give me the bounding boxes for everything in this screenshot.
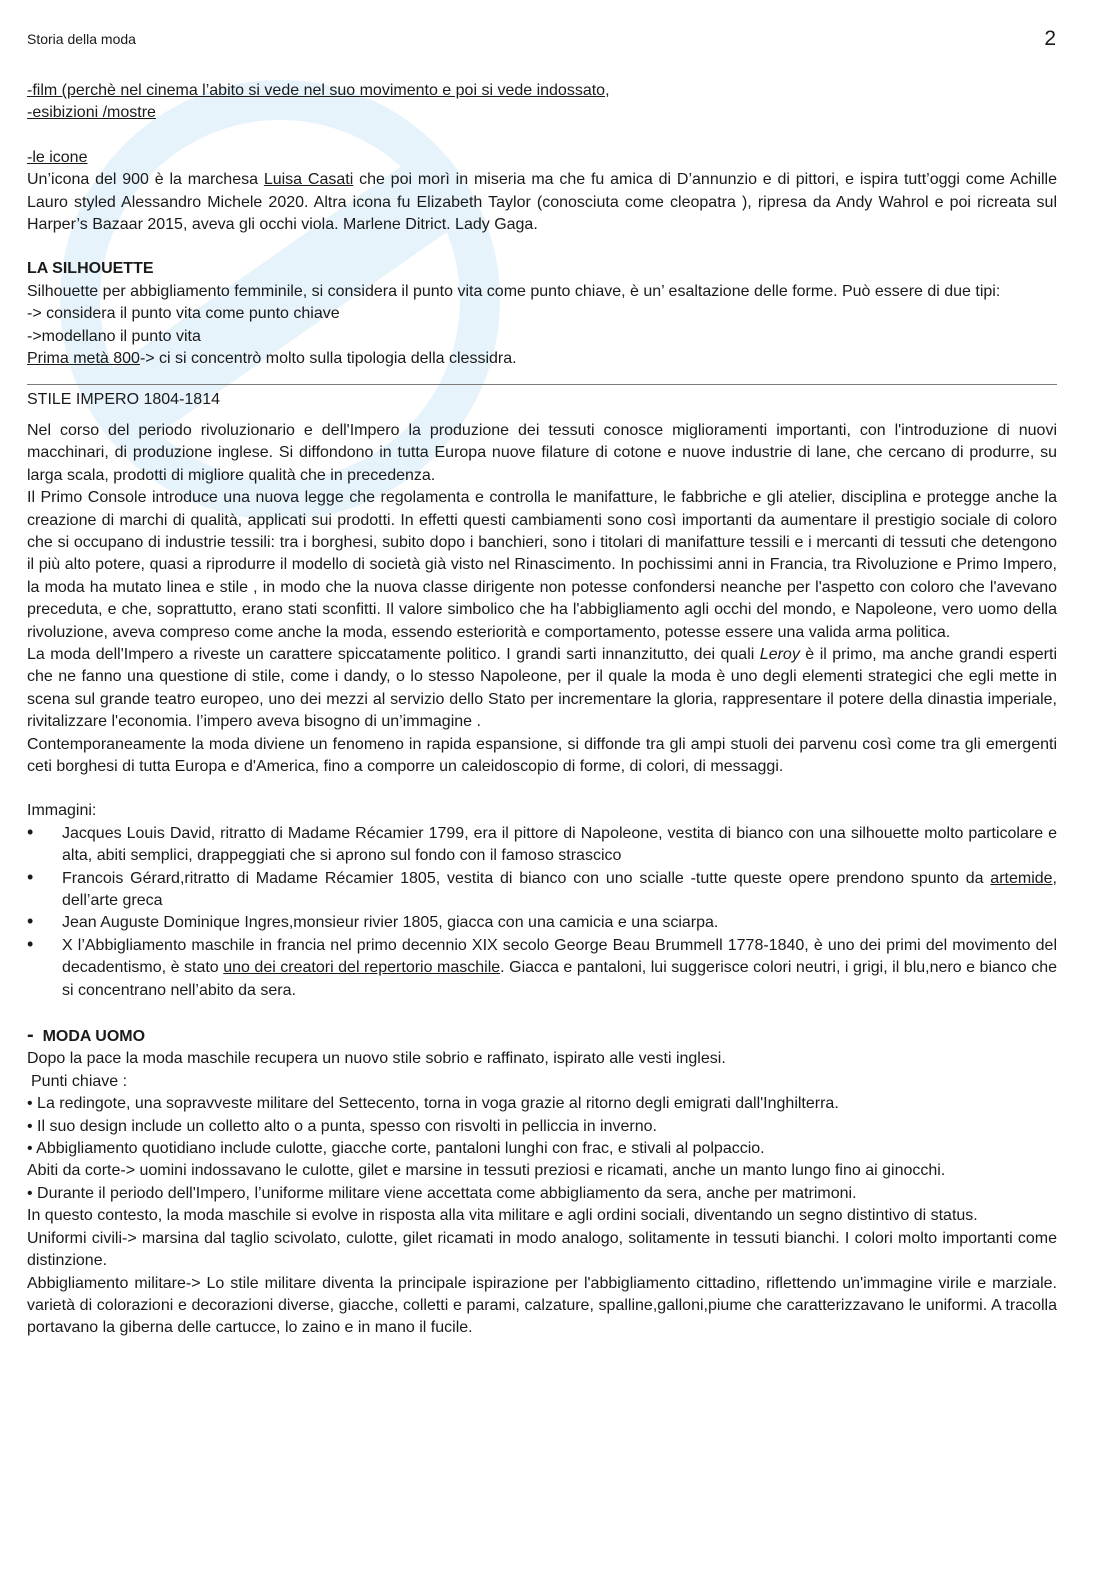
impero-paragraph-4: Contemporaneamente la moda diviene un fenomeno in rapida espansione, si diffonde tra gli ampi stuoli dei parvenu così come tra gli emergenti ceti borghesi di tutta Europa e d'America, fino a comporre un caleidoscopio di forme, di colori, di messaggi. xyxy=(27,735,1057,775)
icons-heading: -le icone xyxy=(27,148,88,166)
moda-uomo-heading-row xyxy=(27,1024,1057,1048)
key-point-1: • La redingote, una sopravveste militare del Settecento, torna in voga grazie al ritorno degli emigrati dall'Inghilterra. xyxy=(27,1095,839,1113)
images-heading: Immagini: xyxy=(27,802,97,820)
bullet-icon: • xyxy=(27,911,34,932)
key-points-heading: Punti chiave : xyxy=(31,1072,128,1090)
intro-film-line: -film (perchè nel cinema l’abito si vede nel suo movimento e poi si vede indossato, xyxy=(27,82,610,99)
list-item xyxy=(27,912,1057,934)
bullet-icon: • xyxy=(27,821,34,842)
impero-paragraph-3 xyxy=(27,644,1057,734)
moda-uomo-paragraph-3: In questo contesto, la moda maschile si evolve in risposta alla vita militare e agli ordini sociali, diventando un segno distintivo di status. xyxy=(27,1207,978,1225)
silhouette-heading: LA SILHOUETTE xyxy=(27,260,154,278)
silhouette-line-3-text: -> ci si concentrò molto sulla tipologia della clessidra. xyxy=(139,350,517,368)
list-item xyxy=(27,823,1057,868)
moda-uomo-paragraph-5: Abbigliamento militare-> Lo stile militare diventa la principale ispirazione per l'abbigliamento cittadino, riflettendo un'immagine virile e marziale. varietà di colorazioni e decorazioni diverse, giacche, colletti e parami, calzature, spalline,galloni,piume che caratterizzavano le uniformi. A tracolla portavano la giberna delle cartucce, lo zaino e in mano il fucile. xyxy=(27,1274,1057,1337)
moda-uomo-paragraph-2: Abiti da corte-> uomini indossavano le culotte, gilet e marsine in tessuti preziosi e ricamati, anche un manto lungo fino ai ginocchi. xyxy=(27,1162,946,1180)
list-item xyxy=(27,868,1057,913)
header-title: Storia della moda xyxy=(27,31,136,47)
silhouette-period: Prima metà 800 xyxy=(27,350,140,368)
list-item-text: Jean Auguste Dominique Ingres,monsieur rivier 1805, giacca con una camicia e una sciarpa. xyxy=(62,914,719,932)
silhouette-line-2: ->modellano il punto vita xyxy=(27,327,201,345)
key-point-2: • Il suo design include un colletto alto o a punta, spesso con risvolti in pelliccia in inverno. xyxy=(27,1117,657,1135)
silhouette-line-1: -> considera il punto vita come punto chiave xyxy=(27,305,340,323)
list-item-text-creators: uno dei creatori del repertorio maschile xyxy=(223,959,501,977)
silhouette-line-3 xyxy=(27,348,1057,370)
page-number: 2 xyxy=(1044,27,1056,50)
bullet-icon: • xyxy=(27,866,34,887)
moda-uomo-paragraph-1: Dopo la pace la moda maschile recupera un nuovo stile sobrio e raffinato, ispirato alle vesti inglesi. xyxy=(27,1050,726,1068)
moda-uomo-heading: MODA UOMO xyxy=(42,1028,146,1046)
impero-heading: STILE IMPERO 1804-1814 xyxy=(27,391,220,409)
impero-p3-c: è il primo, ma anche grandi esperti che ne fanno una questione di stile, come i dandy, o lo stesso Napoleone, per il quale la moda è uno degli elementi strategici che egli mette in scena sul grande teatro europeo, uno dei mezzi al servizio dello Stato per incrementare la gloria, rappresentare il potere della dinastia imperiale, rivitalizzare l'economia. l’impero aveva bisogno di un’immagine . xyxy=(27,645,1057,731)
icons-text-a: Un’icona del 900 è la marchesa xyxy=(27,171,264,189)
bullet-icon: • xyxy=(27,933,34,954)
list-item xyxy=(27,935,1057,1002)
impero-p3-leroy: Leroy xyxy=(759,645,800,663)
key-point-4: • Durante il periodo dell'Impero, l’uniforme militare viene accettata come abbigliamento da sera, anche per matrimoni. xyxy=(27,1184,857,1202)
impero-p3-a: La moda dell'Impero a riveste un carattere spiccatamente politico. I grandi sarti innanzitutto, dei quali xyxy=(27,645,760,663)
images-list xyxy=(27,823,1057,1002)
list-item-text-c: . Giacca e pantaloni, lui suggerisce colori neutri, i grigi, il blu,nero e bianco che si concentrano nell’abito da sera. xyxy=(62,959,1058,999)
moda-uomo-paragraph-4: Uniformi civili-> marsina dal taglio scivolato, culotte, gilet ricamati in modo analogo, solitamente in tessuti bianchi. I colori molto importanti come distinzione. xyxy=(27,1229,1057,1270)
icons-text-c: che poi morì in miseria ma che fu amica di D’annunzio e di pittori, e ispira tutt’oggi come Achille Lauro styled Alessandro Michele 2020. Altra icona fu Elizabeth Taylor (conosciuta come cleopatra ), ripresa da Andy Wahrol e poi ricreata sul Harper’s Bazaar 2015, aveva gli occhi viola. Marlene Ditrict. Lady Gaga. xyxy=(27,171,1058,234)
page-content xyxy=(27,80,1057,1340)
list-item-text-a: Francois Gérard,ritratto di Madame Récamier 1805, vestita di bianco con uno scialle -tutte queste opere prendono spunto da xyxy=(62,869,991,887)
moda-uomo-dash: - xyxy=(27,1024,34,1047)
silhouette-paragraph: Silhouette per abbigliamento femminile, si considera il punto vita come punto chiave, è un’ esaltazione delle forme. Può essere di due tipi: xyxy=(27,282,1001,300)
list-item-text-c: , dell’arte greca xyxy=(62,869,1057,909)
list-item-text-artemide: artemide xyxy=(990,869,1053,887)
section-divider xyxy=(27,384,1057,385)
impero-paragraph-1: Nel corso del periodo rivoluzionario e dell'Impero la produzione dei tessuti conosce miglioramenti importanti, con l'introduzione di nuovi macchinari, di produzione inglese. Si diffondono in tutta Europa nuove filature di cotone e nuove industrie di lane, che cercano di produrre, su larga scala, prodotti di migliore qualità che in precedenza. xyxy=(27,421,1057,484)
list-item-text: Jacques Louis David, ritratto di Madame Récamier 1799, era il pittore di Napoleone, vestita di bianco con una silhouette molto particolare e alta, abiti semplici, drappeggiati che si aprono sul fondo con il famoso strascico xyxy=(62,824,1057,865)
icons-paragraph xyxy=(27,169,1057,236)
impero-paragraph-2: Il Primo Console introduce una nuova legge che regolamenta e controlla le manifatture, le fabbriche e gli atelier, disciplina e protegge anche la creazione di marchi di qualità, applicati sui prodotti. In effetti questi cambiamenti sono così importanti da aumentare il prestigio sociale di coloro che si occupano di industrie tessili: tra i borghesi, subito dopo i banchieri, sono i titolari di manifatture tessili e i mercanti di tessuti che detengono il più alto potere, quasi a riprodurre il modello di società già visto nel Rinascimento. In pochissimi anni in Francia, tra Rivoluzione e Primo Impero, la moda ha mutato linea e stile , in modo che la nuova classe dirigente non potesse confondersi neanche per l'aspetto con coloro che l'avevano preceduta, e che, soprattutto, erano stati sconfitti. Il valore simbolico che ha l'abbigliamento agli occhi del mondo, e Napoleone, vero uomo della rivoluzione, aveva compreso come anche la moda, essendo esteriorità e comportamento, potesse essere una valida arma politica. xyxy=(27,489,1057,641)
list-item-text-a: X l’Abbigliamento maschile in francia nel primo decennio XIX secolo George Beau Brummell 1778-1840, è uno dei primi del movimento del decadentismo, è stato xyxy=(62,936,1057,977)
key-point-3: • Abbigliamento quotidiano include culotte, giacche corte, pantaloni lunghi con frac, e stivali al polpaccio. xyxy=(27,1140,765,1158)
intro-exhibitions-line: -esibizioni /mostre xyxy=(27,104,156,122)
icons-text-casati: Luisa Casati xyxy=(263,171,354,189)
